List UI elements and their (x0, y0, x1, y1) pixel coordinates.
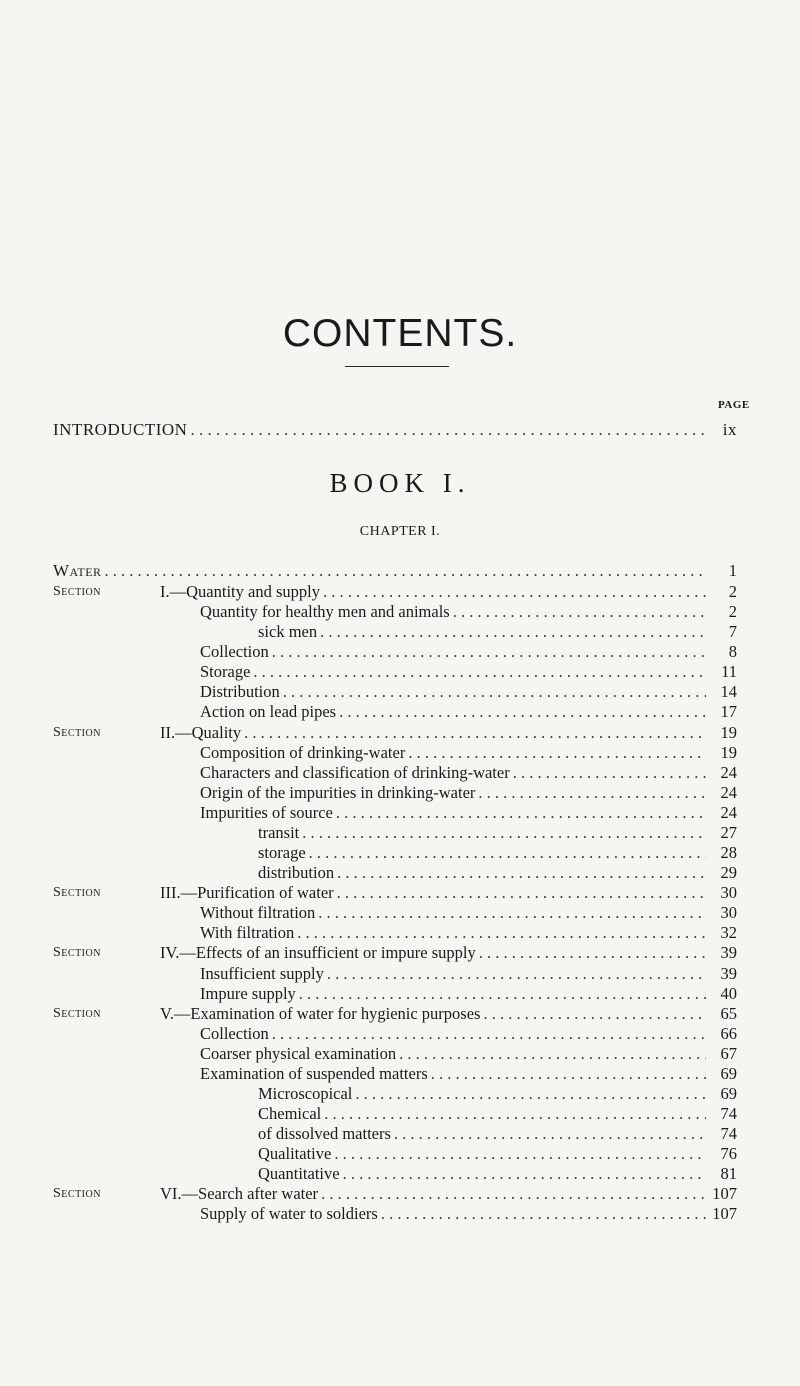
leader-dots (318, 903, 706, 923)
toc-entry-label: Collection (200, 642, 269, 661)
toc-page-number: 69 (720, 1064, 737, 1083)
toc-entry[interactable] (258, 863, 737, 883)
toc-entry[interactable] (200, 702, 737, 722)
toc-entry-label: Water (53, 561, 102, 580)
toc-page-number: 67 (720, 1044, 737, 1063)
section-label: Section (53, 945, 101, 960)
toc-entry-label: Collection (200, 1024, 269, 1043)
toc-entry-label: Without filtration (200, 903, 316, 922)
section-number: IV.— (160, 943, 196, 962)
toc-page-number: 24 (720, 803, 737, 822)
toc-page-number: 81 (720, 1164, 737, 1183)
toc-entry-label: distribution (258, 863, 335, 882)
page-column-header: PAGE (718, 399, 750, 411)
toc-entry-label: Purification of water (197, 883, 334, 902)
leader-dots (478, 783, 706, 803)
toc-page-number: 7 (728, 622, 737, 641)
leader-dots (272, 642, 706, 662)
toc-page-number: 32 (720, 923, 737, 942)
leader-dots (339, 702, 706, 722)
leader-dots (381, 1204, 706, 1224)
toc-entry-label: Distribution (200, 682, 280, 701)
section-label: Section (53, 1006, 101, 1021)
toc-entry[interactable] (200, 642, 737, 662)
toc-entry[interactable] (200, 964, 737, 984)
toc-entry-label: With filtration (200, 923, 295, 942)
toc-page-number: 19 (720, 743, 737, 762)
toc-page-number: 74 (720, 1104, 737, 1123)
leader-dots (343, 1164, 706, 1184)
toc-entry[interactable] (200, 1064, 737, 1084)
toc-entry-label: Impure supply (200, 984, 296, 1003)
toc-entry[interactable] (160, 582, 737, 602)
leader-dots (483, 1004, 706, 1024)
toc-entry[interactable] (160, 943, 737, 963)
toc-entry-label: Quality (191, 723, 242, 742)
toc-page-number: ix (722, 420, 737, 439)
toc-page-number: 2 (728, 602, 737, 621)
toc-page-number: 39 (720, 964, 737, 983)
leader-dots (324, 1104, 706, 1124)
toc-page-number: 30 (720, 903, 737, 922)
toc-page-number: 1 (728, 561, 737, 580)
toc-entry-label: Examination of suspended matters (200, 1064, 428, 1083)
toc-page-number: 28 (720, 843, 737, 862)
toc-page-number: 66 (720, 1024, 737, 1043)
toc-page-number: 74 (720, 1124, 737, 1143)
toc-entry-label: Examination of water for hygienic purposes (190, 1004, 481, 1023)
toc-entry[interactable] (258, 1164, 737, 1184)
section-number: I.— (160, 582, 187, 601)
toc-entry-label: Quantity and supply (186, 582, 320, 601)
toc-entry-label: Search after water (198, 1184, 319, 1203)
toc-entry[interactable] (200, 743, 737, 763)
toc-entry-label: Storage (200, 662, 251, 681)
leader-dots (355, 1084, 706, 1104)
toc-page-number: 11 (721, 662, 737, 681)
toc-entry[interactable] (258, 1124, 737, 1144)
toc-entry[interactable] (200, 783, 737, 803)
toc-page-number: 8 (728, 642, 737, 661)
section-label: Section (53, 725, 101, 740)
leader-dots (272, 1024, 706, 1044)
toc-entry[interactable] (258, 1084, 737, 1104)
toc-entry-introduction[interactable] (53, 420, 737, 440)
leader-dots (394, 1124, 706, 1144)
toc-page-number: 29 (720, 863, 737, 882)
leader-dots (334, 1144, 706, 1164)
toc-entry[interactable] (200, 923, 737, 943)
toc-entry-label: sick men (258, 622, 318, 641)
section-number: III.— (160, 883, 198, 902)
toc-entry-label: INTRODUCTION (53, 420, 188, 439)
toc-entry-label: Composition of drinking-water (200, 743, 406, 762)
leader-dots (337, 863, 706, 883)
leader-dots (399, 1044, 706, 1064)
toc-page-number: 65 (720, 1004, 737, 1023)
leader-dots (337, 883, 706, 903)
toc-entry-label: Action on lead pipes (200, 702, 337, 721)
toc-entry[interactable] (200, 984, 737, 1004)
leader-dots (302, 823, 706, 843)
page-title: CONTENTS. (282, 312, 518, 355)
toc-entry-label: Origin of the impurities in drinking-water (200, 783, 476, 802)
toc-entry[interactable] (258, 843, 737, 863)
leader-dots (320, 622, 706, 642)
toc-entry[interactable] (200, 903, 737, 923)
book-heading: BOOK I. (329, 468, 471, 498)
leader-dots (253, 662, 706, 682)
toc-page-number: 17 (720, 702, 737, 721)
toc-entry[interactable] (258, 1144, 737, 1164)
toc-entry-label: Characters and classification of drinking-water (200, 763, 510, 782)
toc-page-number: 24 (720, 783, 737, 802)
toc-entry[interactable] (200, 682, 737, 702)
toc-entry-label: Quantitative (258, 1164, 340, 1183)
toc-entry[interactable] (200, 763, 737, 783)
toc-entry-label: Supply of water to soldiers (200, 1204, 378, 1223)
toc-entry-label: Impurities of source (200, 803, 333, 822)
toc-entry[interactable] (200, 1024, 737, 1044)
toc-page-number: 40 (720, 984, 737, 1003)
leader-dots (190, 420, 706, 440)
chapter-heading: CHAPTER I. (359, 524, 441, 539)
toc-entry-water[interactable] (53, 561, 737, 581)
section-label: Section (53, 584, 101, 599)
toc-entry[interactable] (160, 1184, 737, 1204)
leader-dots (513, 763, 706, 783)
toc-entry-label: Chemical (258, 1104, 322, 1123)
toc-entry-label: of dissolved matters (258, 1124, 391, 1143)
toc-page-number: 107 (712, 1204, 737, 1223)
section-number: II.— (160, 723, 192, 742)
toc-entry-label: Coarser physical examination (200, 1044, 397, 1063)
leader-dots (321, 1184, 706, 1204)
toc-page-number: 76 (720, 1144, 737, 1163)
leader-dots (244, 723, 706, 743)
toc-entry[interactable] (200, 662, 737, 682)
title-rule (345, 366, 449, 367)
toc-entry[interactable] (258, 823, 737, 843)
toc-page-number: 69 (720, 1084, 737, 1103)
leader-dots (336, 803, 706, 823)
toc-page-number: 2 (728, 582, 737, 601)
section-number: V.— (160, 1004, 191, 1023)
toc-entry[interactable] (200, 1204, 737, 1224)
toc-page-number: 27 (720, 823, 737, 842)
toc-page-number: 24 (720, 763, 737, 782)
toc-page-number: 30 (720, 883, 737, 902)
leader-dots (323, 582, 706, 602)
leader-dots (297, 923, 706, 943)
toc-entry-label: Insufficient supply (200, 964, 324, 983)
toc-entry-label: Microscopical (258, 1084, 353, 1103)
section-label: Section (53, 885, 101, 900)
leader-dots (453, 602, 706, 622)
toc-entry[interactable] (258, 1104, 737, 1124)
toc-entry[interactable] (160, 723, 737, 743)
toc-entry[interactable] (258, 622, 737, 642)
leader-dots (327, 964, 706, 984)
toc-entry-label: Quantity for healthy men and animals (200, 602, 450, 621)
toc-page-number: 19 (720, 723, 737, 742)
leader-dots (431, 1064, 706, 1084)
toc-entry-label: storage (258, 843, 306, 862)
toc-page-number: 39 (720, 943, 737, 962)
toc-page-number: 107 (712, 1184, 737, 1203)
toc-entry[interactable] (200, 803, 737, 823)
leader-dots (408, 743, 706, 763)
toc-entry-label: Effects of an insufficient or impure supply (195, 943, 476, 962)
leader-dots (283, 682, 706, 702)
leader-dots (299, 984, 706, 1004)
toc-entry-label: transit (258, 823, 300, 842)
section-label: Section (53, 1186, 101, 1201)
toc-entry-label: Qualitative (258, 1144, 332, 1163)
toc-entry[interactable] (160, 883, 737, 903)
toc-entry[interactable] (200, 1044, 737, 1064)
toc-page-number: 14 (720, 682, 737, 701)
section-number: VI.— (160, 1184, 199, 1203)
toc-entry[interactable] (200, 602, 737, 622)
leader-dots (479, 943, 706, 963)
leader-dots (105, 561, 706, 581)
toc-entry[interactable] (160, 1004, 737, 1024)
leader-dots (309, 843, 706, 863)
